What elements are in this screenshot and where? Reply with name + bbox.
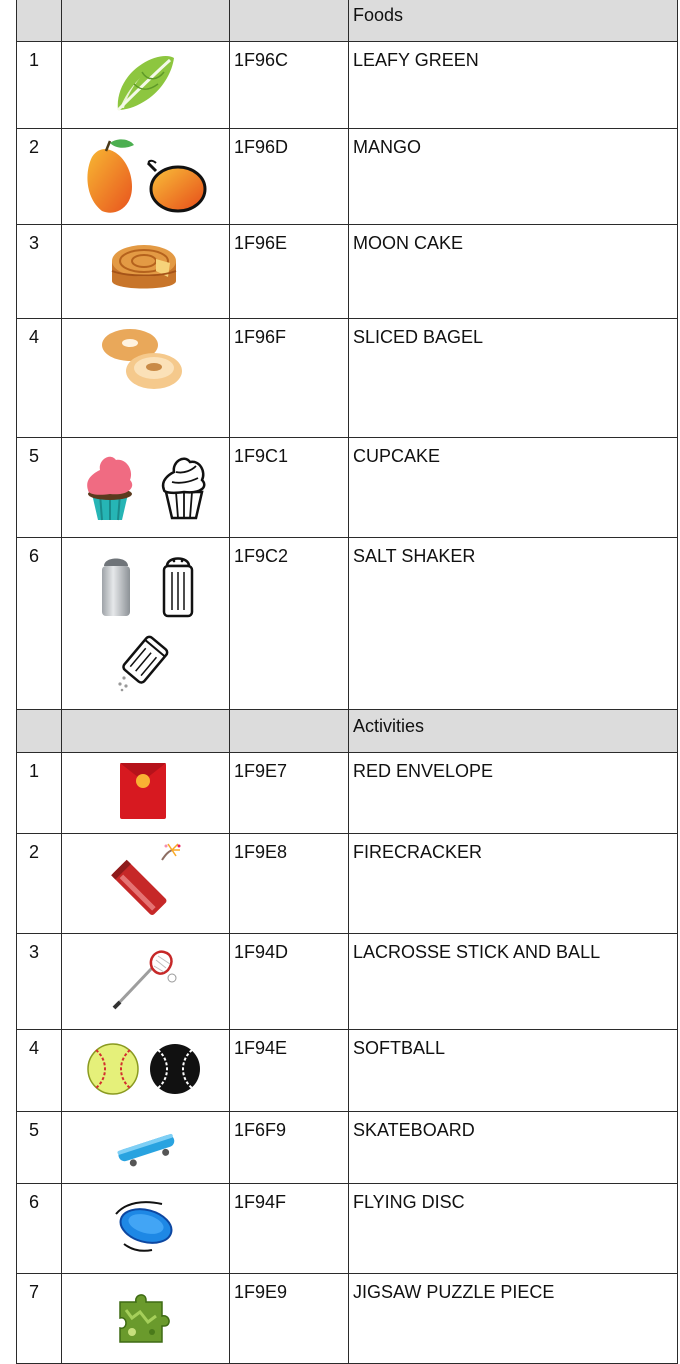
row-number: 7 — [17, 1274, 62, 1364]
red-envelope-icon — [118, 761, 168, 821]
emoji-name: LEAFY GREEN — [349, 42, 678, 129]
emoji-table — [16, 0, 678, 1364]
lacrosse-stick-icon — [112, 948, 178, 1010]
code-point: 1F9C2 — [230, 538, 349, 710]
emoji-name: FIRECRACKER — [349, 834, 678, 934]
emoji-name: MANGO — [349, 129, 678, 225]
cupcake-outline-icon — [156, 450, 212, 522]
mango-icon — [82, 137, 138, 215]
code-point: 1F6F9 — [230, 1112, 349, 1184]
table-row — [17, 1184, 678, 1274]
code-point: 1F96E — [230, 225, 349, 319]
emoji-name: JIGSAW PUZZLE PIECE — [349, 1274, 678, 1364]
code-point: 1F9C1 — [230, 438, 349, 538]
table-row — [17, 1274, 678, 1364]
row-number: 5 — [17, 1112, 62, 1184]
table-row — [17, 42, 678, 129]
section-header-activities — [17, 710, 678, 753]
emoji-name: SALT SHAKER — [349, 538, 678, 710]
salt-shaker-icon — [96, 548, 136, 620]
salt-shaker-outline-icon — [158, 548, 198, 620]
leafy-green-icon — [112, 52, 178, 114]
cupcake-icon — [82, 450, 138, 522]
emoji-name: CUPCAKE — [349, 438, 678, 538]
code-point: 1F96D — [230, 129, 349, 225]
row-number: 4 — [17, 1030, 62, 1112]
mango-icon — [144, 159, 208, 215]
table-row — [17, 438, 678, 538]
jigsaw-piece-icon — [112, 1288, 176, 1346]
flying-disc-icon — [112, 1194, 178, 1254]
section-header-foods — [17, 0, 678, 42]
row-number: 3 — [17, 225, 62, 319]
row-number: 1 — [17, 753, 62, 834]
code-point: 1F96F — [230, 319, 349, 438]
row-number: 4 — [17, 319, 62, 438]
salt-shaker-pouring-icon — [116, 632, 174, 692]
emoji-name: SOFTBALL — [349, 1030, 678, 1112]
table-row — [17, 319, 678, 438]
emoji-name: SLICED BAGEL — [349, 319, 678, 438]
softball-icon — [86, 1042, 140, 1096]
softball-outline-icon — [148, 1042, 202, 1096]
section-title: Activities — [349, 710, 678, 753]
row-number: 6 — [17, 538, 62, 710]
skateboard-icon — [116, 1130, 178, 1170]
table-row — [17, 753, 678, 834]
table-row — [17, 225, 678, 319]
row-number: 6 — [17, 1184, 62, 1274]
code-point: 1F9E8 — [230, 834, 349, 934]
table-row — [17, 538, 678, 710]
table-row — [17, 1030, 678, 1112]
emoji-name: LACROSSE STICK AND BALL — [349, 934, 678, 1030]
code-point: 1F94E — [230, 1030, 349, 1112]
row-number: 2 — [17, 129, 62, 225]
row-number: 3 — [17, 934, 62, 1030]
row-number: 2 — [17, 834, 62, 934]
emoji-name: FLYING DISC — [349, 1184, 678, 1274]
firecracker-icon — [106, 842, 182, 920]
code-point: 1F9E9 — [230, 1274, 349, 1364]
emoji-name: MOON CAKE — [349, 225, 678, 319]
table-row — [17, 1112, 678, 1184]
row-number: 1 — [17, 42, 62, 129]
moon-cake-icon — [108, 237, 180, 299]
table-row — [17, 934, 678, 1030]
code-point: 1F96C — [230, 42, 349, 129]
table-row — [17, 129, 678, 225]
code-point: 1F94D — [230, 934, 349, 1030]
table-row — [17, 834, 678, 934]
section-title: Foods — [349, 0, 678, 42]
code-point: 1F94F — [230, 1184, 349, 1274]
emoji-name: SKATEBOARD — [349, 1112, 678, 1184]
bagel-icon — [100, 325, 186, 395]
emoji-name: RED ENVELOPE — [349, 753, 678, 834]
row-number: 5 — [17, 438, 62, 538]
code-point: 1F9E7 — [230, 753, 349, 834]
